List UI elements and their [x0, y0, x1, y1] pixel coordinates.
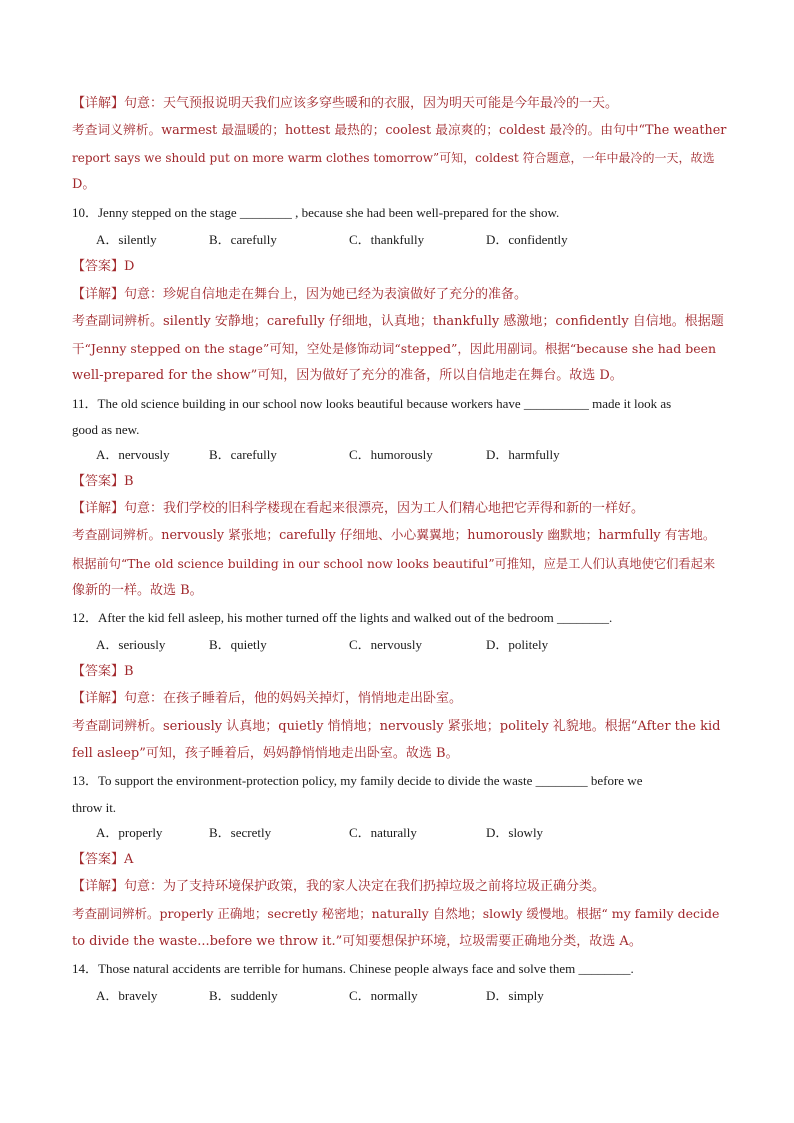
option-d: D．harmfully [486, 447, 560, 462]
question-options [0, 446, 794, 464]
detail-text: 句意：珍妮自信地走在舞台上，因为她已经为表演做好了充分的准备。 [124, 287, 528, 302]
option-b: B．secretly [209, 825, 272, 840]
detail-line: 考查副词辨析。properly 正确地；secretly 秘密地；naturally 自然地；slowly 缓慢地。根据“ my family decide [72, 906, 720, 921]
detail-text: 句意：天气预报说明天我们应该多穿些暖和的衣服，因为明天可能是今年最冷的一天。 [124, 96, 619, 111]
option-b: B．quietly [209, 637, 267, 652]
detail-line [72, 95, 618, 113]
answer-line [72, 258, 134, 276]
option-b: B．carefully [209, 232, 277, 247]
detail-line: D。 [72, 177, 96, 192]
detail-line: 考查副词辨析。nervously 紧张地；carefully 仔细地、小心翼翼地；humorously 幽默地；harmfully 有害地。 [72, 528, 716, 543]
answer-value: A [124, 852, 134, 867]
detail-text: 句意：在孩子睡着后，他的妈妈关掉灯，悄悄地走出卧室。 [124, 691, 463, 706]
option-b: B．carefully [209, 447, 277, 462]
question-text: throw it. [72, 800, 117, 815]
detail-line: 像新的一样。故选 B。 [72, 583, 203, 598]
question-text: 14．Those natural accidents are terrible for humans. Chinese people always face and solve them ________. [72, 961, 634, 976]
detail-label: 【详解】 [72, 96, 125, 111]
detail-label: 【详解】 [72, 691, 125, 706]
detail-label: 【详解】 [72, 501, 125, 516]
detail-line: 考查副词辨析。seriously 认真地；quietly 悄悄地；nervously 紧张地；politely 礼貌地。根据“After the kid [72, 719, 721, 734]
question-options [0, 636, 794, 654]
answer-label: 【答案】 [72, 474, 125, 489]
option-c: C．thankfully [349, 232, 425, 247]
option-a: A．nervously [96, 447, 170, 462]
answer-value: D [124, 259, 135, 274]
detail-line [72, 878, 605, 896]
detail-label: 【详解】 [72, 879, 125, 894]
detail-line: 根据前句“The old science building in our school now looks beautiful”可推知，应是工人们认真地使它们看起来 [72, 557, 716, 571]
detail-line: 考查词义辨析。warmest 最温暖的；hottest 最热的；coolest 最凉爽的；coldest 最冷的。由句中“The weather [72, 123, 727, 138]
answer-label: 【答案】 [72, 852, 125, 867]
detail-text: 句意：我们学校的旧科学楼现在看起来很漂亮，因为工人们精心地把它弄得和新的一样好。 [124, 501, 645, 516]
detail-line [72, 500, 644, 518]
answer-label: 【答案】 [72, 664, 125, 679]
detail-line [72, 690, 462, 708]
question-text: 10．Jenny stepped on the stage ________ , because she had been well-prepared for the show. [72, 205, 560, 220]
answer-line [72, 663, 134, 681]
detail-line: fell asleep”可知，孩子睡着后，妈妈静悄悄地走出卧室。故选 B。 [72, 746, 459, 761]
option-a: A．bravely [96, 988, 158, 1003]
option-a: A．properly [96, 825, 163, 840]
question-text: 13．To support the environment-protection policy, my family decide to divide the waste ________ before we [72, 773, 643, 788]
question-options [0, 987, 794, 1005]
option-c: C．humorously [349, 447, 433, 462]
option-c: C．naturally [349, 825, 417, 840]
question-options [0, 824, 794, 842]
option-b: B．suddenly [209, 988, 278, 1003]
detail-line [72, 286, 527, 304]
answer-label: 【答案】 [72, 259, 125, 274]
detail-line: well-prepared for the show”可知，因为做好了充分的准备，所以自信地走在舞台。故选 D。 [72, 368, 623, 383]
option-c: C．normally [349, 988, 418, 1003]
option-a: A．seriously [96, 637, 166, 652]
detail-text: 句意：为了支持环境保护政策，我的家人决定在我们扔掉垃圾之前将垃圾正确分类。 [124, 879, 606, 894]
detail-line: to divide the waste...before we throw it.”可知要想保护环境，垃圾需要正确地分类，故选 A。 [72, 934, 642, 949]
detail-line: 考查副词辨析。silently 安静地；carefully 仔细地，认真地；thankfully 感激地；confidently 自信地。根据题 [72, 314, 724, 329]
question-text: 12．After the kid fell asleep, his mother turned off the lights and walked out of the bedroom ________. [72, 610, 613, 625]
option-c: C．nervously [349, 637, 422, 652]
question-options [0, 231, 794, 249]
option-a: A．silently [96, 232, 157, 247]
detail-label: 【详解】 [72, 287, 125, 302]
answer-line [72, 851, 133, 869]
option-d: D．politely [486, 637, 549, 652]
question-text: good as new. [72, 422, 140, 437]
option-d: D．slowly [486, 825, 544, 840]
detail-line: 干“Jenny stepped on the stage”可知，空处是修饰动词“stepped”，因此用副词。根据“because she had been [72, 341, 717, 356]
detail-line: report says we should put on more warm clothes tomorrow”可知，coldest 符合题意，一年中最冷的一天，故选 [72, 151, 715, 165]
answer-line [72, 473, 134, 491]
answer-value: B [124, 664, 134, 679]
option-d: D．confidently [486, 232, 568, 247]
answer-value: B [124, 474, 134, 489]
option-d: D．simply [486, 988, 544, 1003]
question-text: 11．The old science building in our school now looks beautiful because workers have __________ made it look as [72, 396, 672, 411]
